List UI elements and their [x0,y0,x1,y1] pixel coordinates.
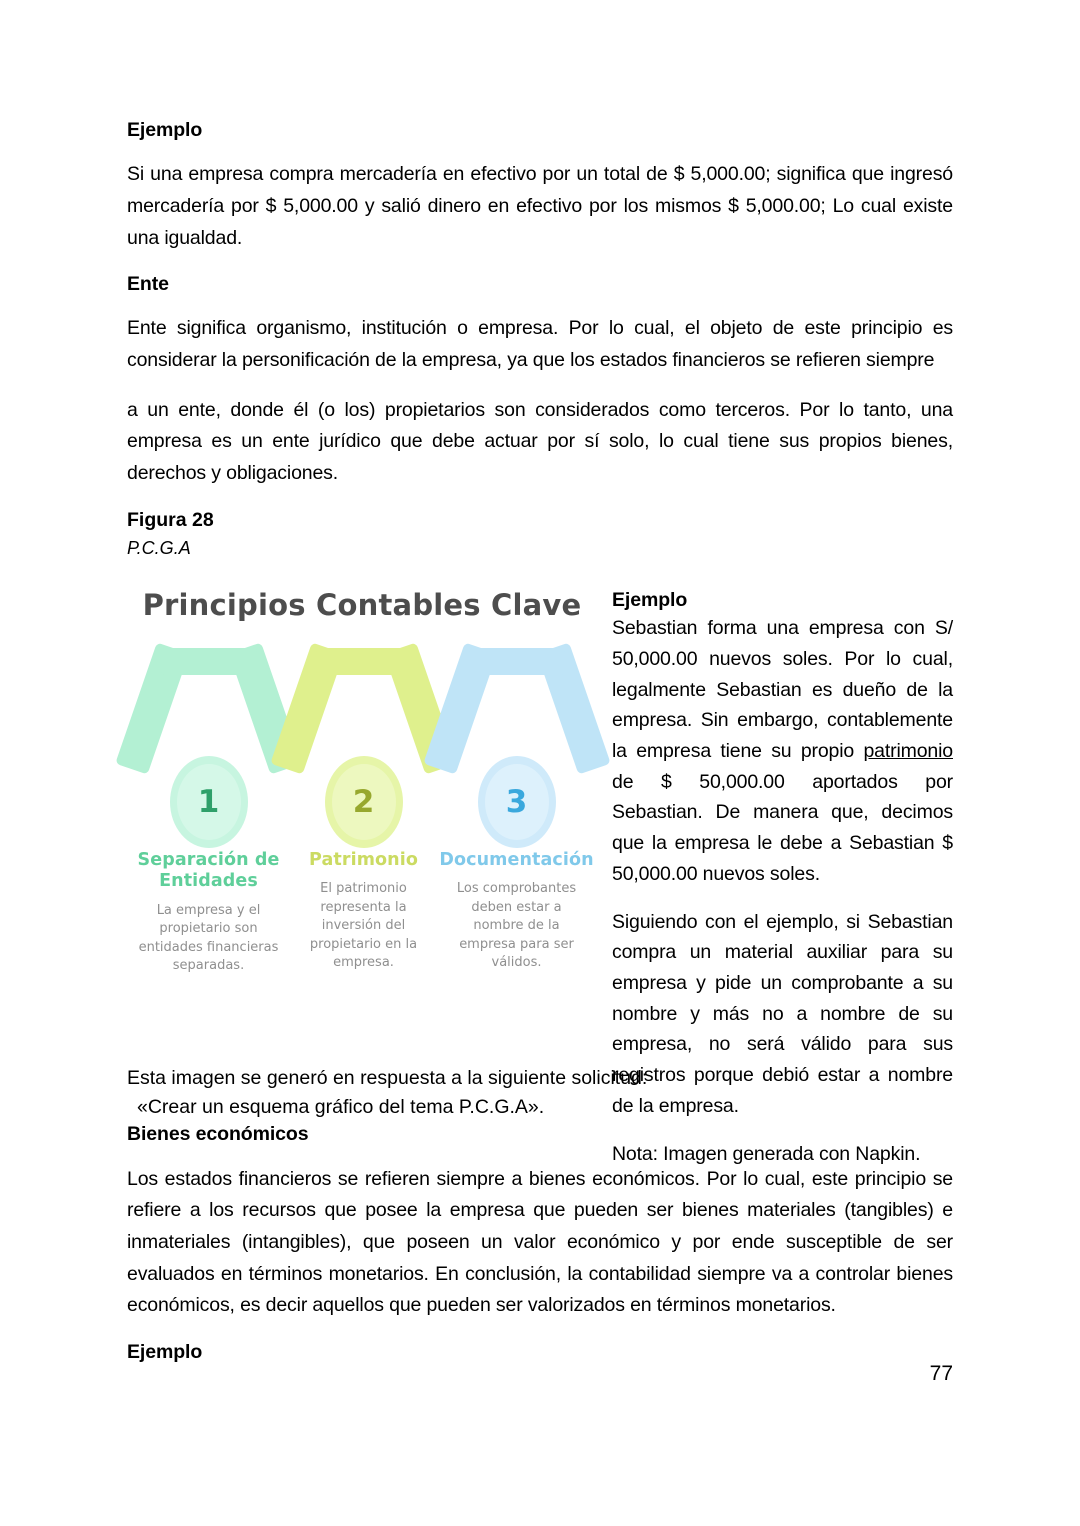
medal-disc [478,756,556,848]
medal-item-1 [131,644,286,976]
heading-ejemplo-sebastian: Ejemplo [612,588,688,611]
medal-number: 3 [505,783,528,820]
figure-column [127,566,597,1036]
figure-title: P.C.G.A [127,537,191,558]
medal-disc [325,756,403,848]
paragraph-ente-1: Ente significa organismo, institución o empresa. Por lo cual, el objeto de este principio es considerar la personificación de la empresa, ya que los estados financieros se refieren siempre [127,317,953,371]
heading-ejemplo-2: Ejemplo [127,1340,203,1363]
medal-description-1: La empresa y el propietario son entidades financieras separadas. [138,902,279,973]
medal-ribbon-top [469,648,565,675]
page-content [127,118,953,1381]
paragraph-ejemplo-1: Si una empresa compra mercadería en efectivo por un total de $ 5,000.00; significa que ingresó mercadería por $ 5,000.00 y salió dinero en efectivo por los mismos $ 5,000.00; Lo cual existe una igualdad. [127,163,953,249]
medal-icon-3 [442,644,592,844]
medal-disc [170,756,248,848]
medal-title-3: Documentación [439,849,594,870]
paragraph-sebastian-1-part1: Sebastian forma una empresa con S/ 50,000.00 nuevos soles. Por lo cual, legalmente Sebastian es dueño de la empresa. Sin embargo, contablemente la empresa tiene su propio [612,617,953,763]
medal-title-1: Separación de Entidades [137,849,280,892]
napkin-figure-image [127,566,597,1036]
paragraph-ente-2: a un ente, donde él (o los) propietarios son considerados como terceros. Por lo tanto, una empresa es un ente jurídico que debe actuar por sí solo, lo cual tiene sus propios bienes, derechos y obligaciones. [127,398,953,484]
medal-description-3: Los comprobantes deben estar a nombre de la empresa para ser válidos. [456,881,577,971]
heading-bienes-economicos: Bienes económicos [127,1123,309,1146]
medal-ribbon-top [161,648,257,675]
right-text-column [612,588,953,1186]
figure-note: Nota: Imagen generada con Napkin. [612,1142,921,1165]
medal-group [131,644,597,1029]
medal-title-2: Patrimonio [309,849,418,870]
patrimonio-underlined-term: patrimonio [863,740,953,763]
medal-icon-2 [289,644,439,844]
heading-ente: Ente [127,273,169,296]
medal-item-2 [286,644,441,973]
medal-number: 1 [197,783,220,820]
heading-ejemplo-1: Ejemplo [127,119,203,141]
page-number: 77 [929,1362,953,1385]
figure-label: Figura 28 [127,509,214,532]
medal-description-2: El patrimonio representa la inversión del propietario en la empresa. [309,881,418,971]
figure-caption-line-1: Esta imagen se generó en respuesta a la siguiente solicitud: [127,1066,648,1089]
paragraph-sebastian-1-part2: de $ 50,000.00 aportados por Sebastian. De manera que, decimos que la empresa le debe a Sebastian $ 50,000.00 nuevos soles. [612,770,953,885]
paragraph-bienes-economicos: Los estados financieros se refieren siempre a bienes económicos. Por lo cual, este principio se refiere a los recursos que posee la empresa que pueden ser bienes materiales (tangibles) e inmateriales (intangibles), que poseen un valor económico y por ende susceptible de ser evaluados en términos monetarios. En conclusión, la contabilidad siempre va a controlar bienes económicos, es decir aquellos que pueden ser valorizados en términos monetarios. [127,1167,953,1317]
figure-image-heading: Principios Contables Clave [142,587,582,622]
medal-item-3 [439,644,594,973]
medal-number: 2 [352,783,375,820]
figure-caption-line-2: «Crear un esquema gráfico del tema P.C.G.A». [137,1096,545,1119]
paragraph-sebastian-1 [612,613,953,889]
paragraph-sebastian-2: Siguiendo con el ejemplo, si Sebastian compra un material auxiliar para su empresa y pide un comprobante a su nombre y más no a nombre de su empresa, no será válido para sus registros porque debió estar a nombre de la empresa. [612,910,953,1117]
medal-icon-1 [134,644,284,844]
medal-ribbon-top [316,648,412,675]
